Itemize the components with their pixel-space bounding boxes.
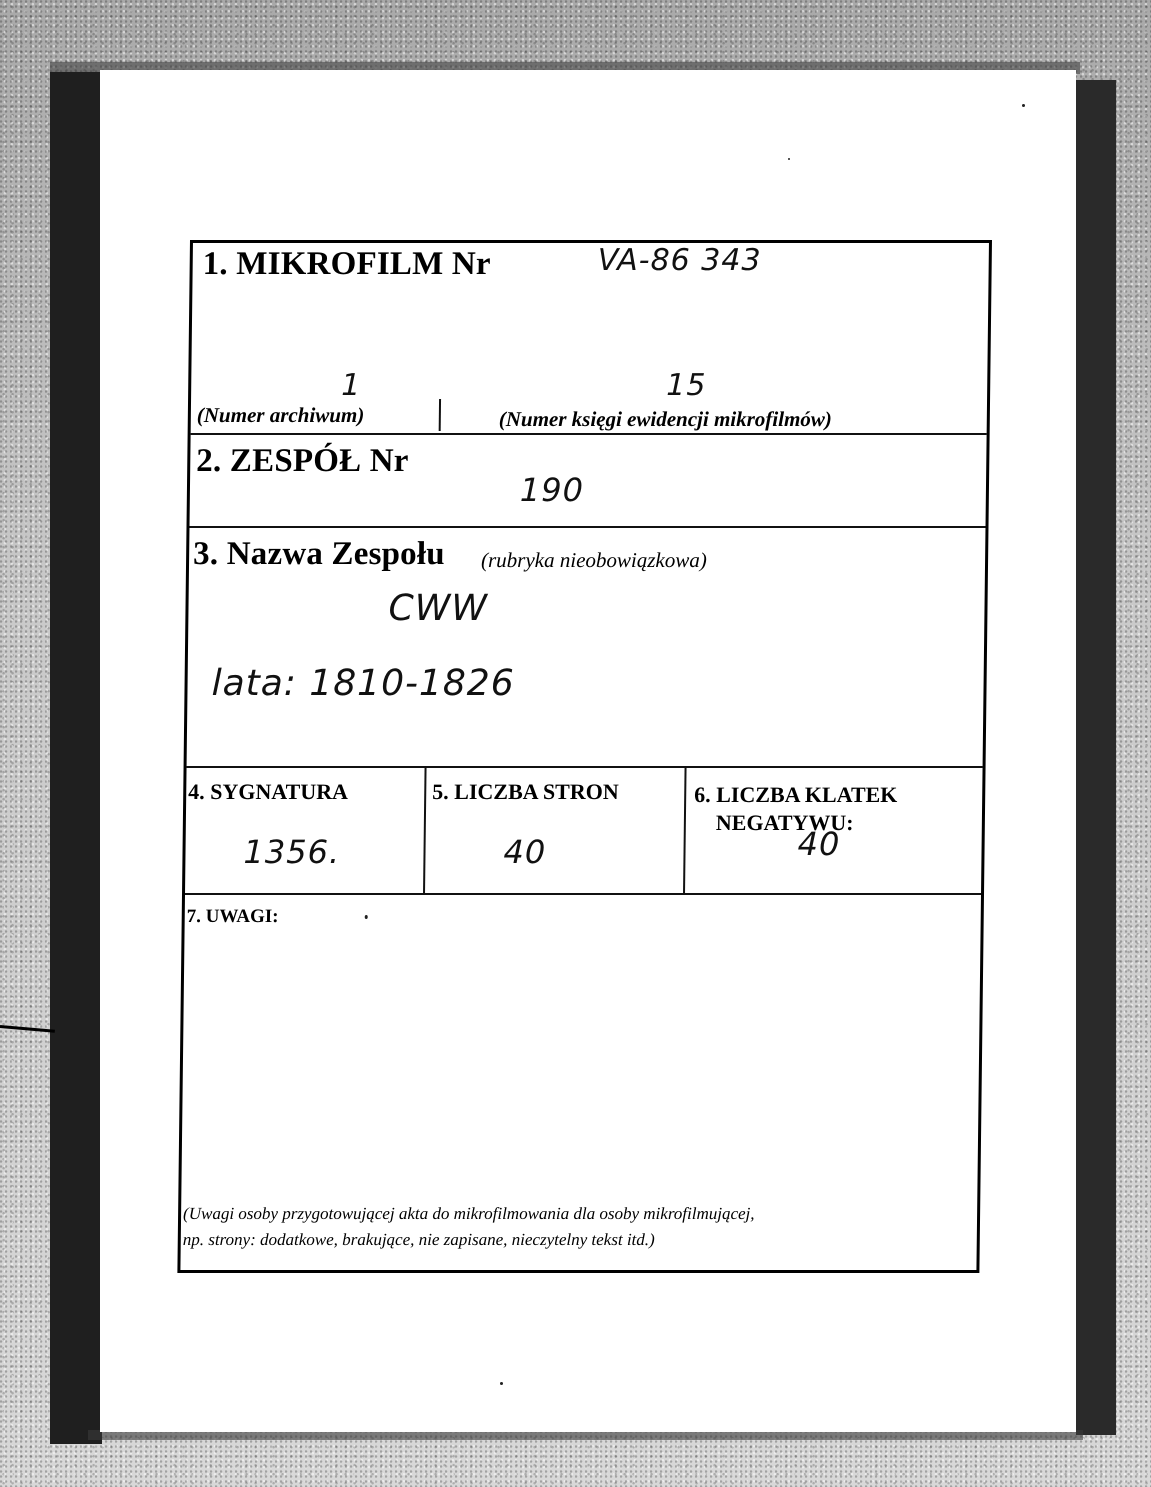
paper-speck	[365, 915, 368, 919]
microfilm-record-form	[177, 240, 992, 1273]
liczba-klatek-handwritten: 40	[797, 825, 841, 863]
film-right-border	[1076, 80, 1116, 1435]
column-divider-4-5	[423, 768, 427, 893]
ledger-number-handwritten: 15	[666, 368, 707, 403]
caption-separator	[439, 399, 441, 431]
nazwa-zespolu-note: (rubryka nieobowiązkowa)	[480, 548, 707, 572]
zespol-number-handwritten: 190	[519, 471, 585, 509]
paper-speck	[1022, 104, 1025, 107]
nazwa-zespolu-label: 3. Nazwa Zespołu	[192, 536, 446, 572]
ledger-number-caption: (Numer księgi ewidencji mikrofilmów)	[498, 407, 833, 431]
divider-3-4	[187, 766, 983, 768]
sygnatura-handwritten: 1356.	[243, 833, 341, 871]
liczba-klatek-label-line2: NEGATYWU:	[715, 810, 854, 835]
divider-1-2	[191, 433, 987, 435]
column-divider-5-6	[683, 768, 687, 893]
liczba-stron-handwritten: 40	[503, 833, 547, 871]
mikrofilm-number-handwritten: VA-86 343	[597, 243, 762, 278]
paper-speck	[788, 158, 790, 160]
uwagi-footnote-line1: (Uwagi osoby przygotowującej akta do mikrofilmowania dla osoby mikrofilmującej,	[182, 1204, 755, 1223]
divider-row-7	[185, 893, 981, 895]
archive-number-caption: (Numer archiwum)	[196, 403, 365, 427]
liczba-stron-label: 5. LICZBA STRON	[432, 779, 619, 804]
mikrofilm-label: 1. MIKROFILM Nr	[202, 246, 491, 282]
zespol-label: 2. ZESPÓŁ Nr	[196, 443, 409, 479]
uwagi-footnote-line2: np. strony: dodatkowe, brakujące, nie zapisane, nieczytelny tekst itd.)	[182, 1230, 655, 1249]
divider-2-3	[189, 526, 985, 528]
archive-number-handwritten: 1	[341, 368, 362, 403]
years-handwritten: lata: 1810-1826	[211, 663, 515, 704]
film-left-border	[50, 72, 102, 1444]
uwagi-label: 7. UWAGI:	[186, 906, 279, 927]
paper-sheet	[100, 70, 1076, 1432]
sygnatura-label: 4. SYGNATURA	[188, 779, 349, 804]
liczba-klatek-label-line1: 6. LICZBA KLATEK	[694, 782, 898, 807]
scan-artifact-line	[0, 1025, 55, 1033]
paper-speck	[500, 1382, 503, 1385]
nazwa-zespolu-handwritten: CWW	[388, 588, 489, 629]
